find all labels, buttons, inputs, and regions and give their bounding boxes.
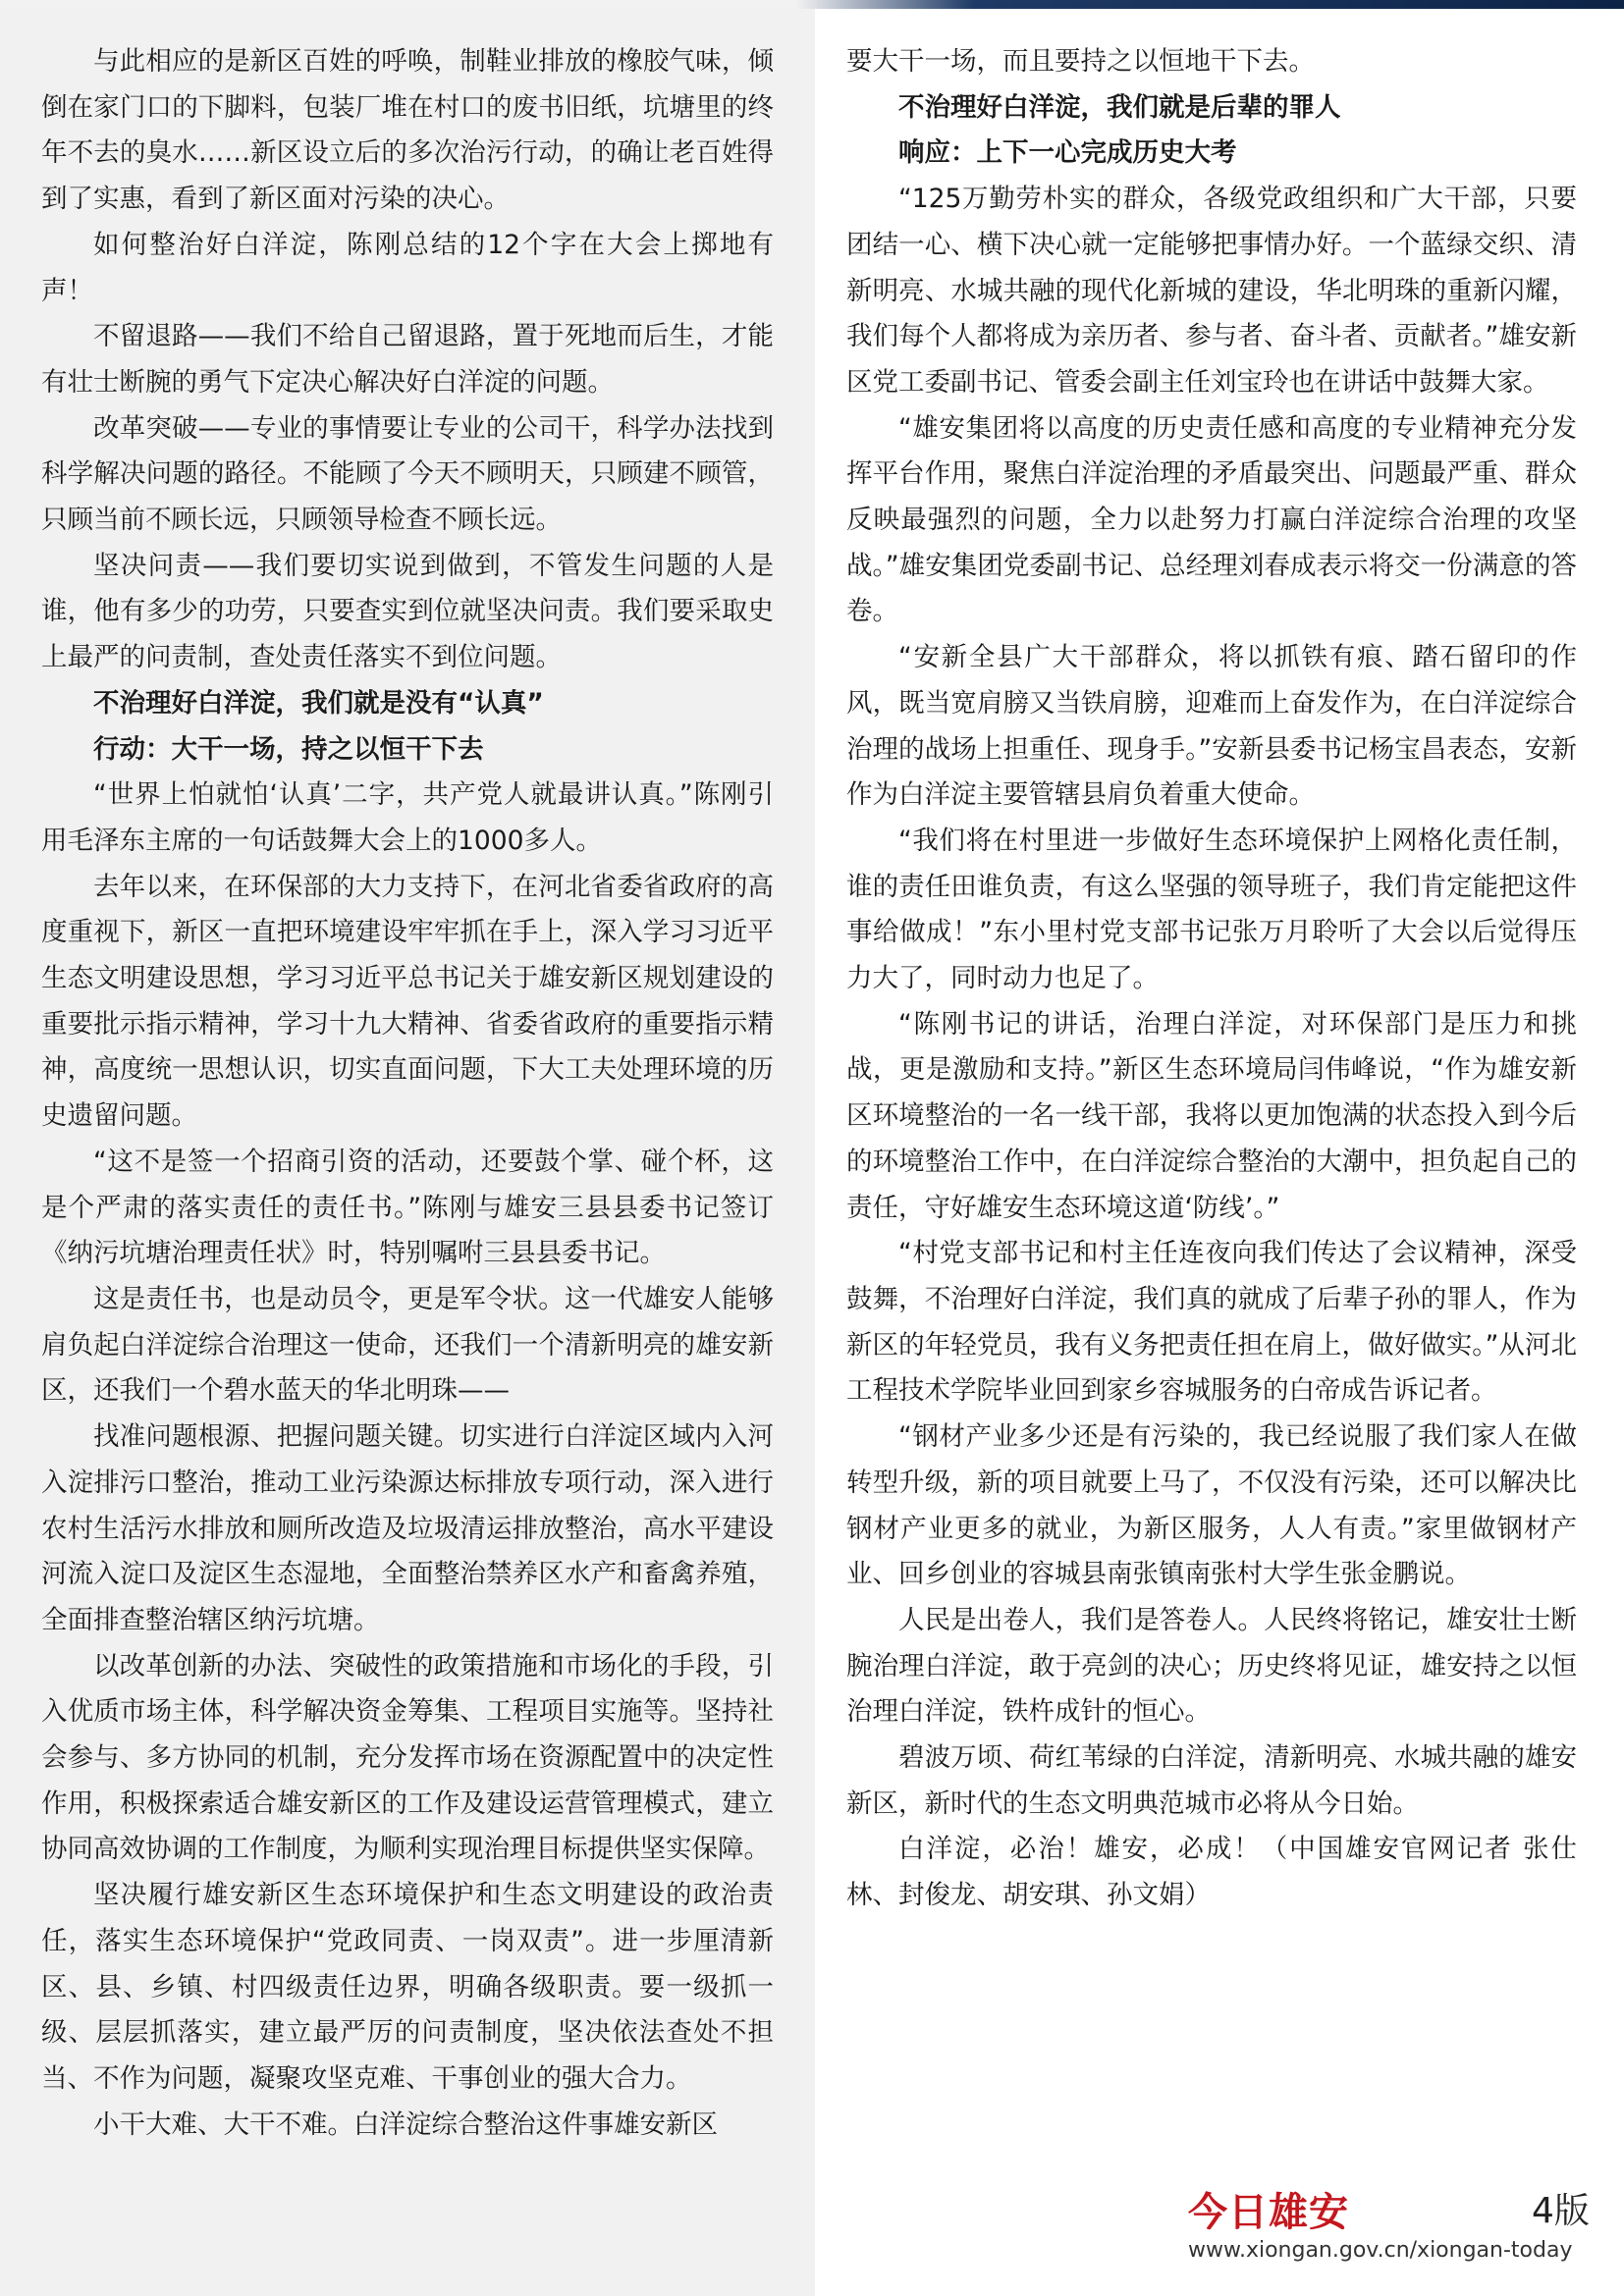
section-subheading: 行动：大干一场，持之以恒干下去 <box>93 733 484 765</box>
section-subheading: 不治理好白洋淀，我们就是没有“认真” <box>93 687 544 719</box>
article-paragraph: 与此相应的是新区百姓的呼唤，制鞋业排放的橡胶气味，倾倒在家门口的下脚料，包装厂堆在村口的废书旧纸，坑塘里的终年不去的臭水……新区设立后的多次治污行动，的确让老百姓得到了实惠，看到了新区面对污染的决心。 <box>41 46 774 215</box>
article-left-column <box>41 39 774 2148</box>
article-paragraph: “陈刚书记的讲话，治理白洋淀，对环保部门是压力和挑战，更是激励和支持。”新区生态环境局闫伟峰说，“作为雄安新区环境整治的一名一线干部，我将以更加饱满的状态投入到今后的环境整治工作中，在白洋淀综合整治的大潮中，担负起自己的责任，守好雄安生态环境这道‘防线’。” <box>846 1008 1577 1223</box>
top-accent-bar <box>0 0 1624 9</box>
article-paragraph: “我们将在村里进一步做好生态环境保护上网格化责任制，谁的责任田谁负责，有这么坚强的领导班子，我们肯定能把这件事给做成！”东小里村党支部书记张万月聆听了大会以后觉得压力大了，同时动力也足了。 <box>846 825 1577 994</box>
article-paragraph: “雄安集团将以高度的历史责任感和高度的专业精神充分发挥平台作用，聚焦白洋淀治理的矛盾最突出、问题最严重、群众反映最强烈的问题，全力以赴努力打赢白洋淀综合治理的攻坚战。”雄安集团党委副书记、总经理刘春成表示将交一份满意的答卷。 <box>846 412 1577 627</box>
article-paragraph: 以改革创新的办法、突破性的政策措施和市场化的手段，引入优质市场主体，科学解决资金筹集、工程项目实施等。坚持社会参与、多方协同的机制，充分发挥市场在资源配置中的决定性作用，积极探索适合雄安新区的工作及建设运营管理模式，建立协同高效协调的工作制度，为顺利实现治理目标提供坚实保障。 <box>41 1650 774 1865</box>
article-paragraph: 坚决问责——我们要切实说到做到，不管发生问题的人是谁，他有多少的功劳，只要查实到位就坚决问责。我们要采取史上最严的问责制，查处责任落实不到位问题。 <box>41 550 774 673</box>
article-paragraph: 改革突破——专业的事情要让专业的公司干，科学办法找到科学解决问题的路径。不能顾了今天不顾明天，只顾建不顾管，只顾当前不顾长远，只顾领导检查不顾长远。 <box>41 412 774 536</box>
article-paragraph: 找准问题根源、把握问题关键。切实进行白洋淀区域内入河入淀排污口整治，推动工业污染源达标排放专项行动，深入进行农村生活污水排放和厕所改造及垃圾清运排放整治，高水平建设河流入淀口及淀区生态湿地，全面整治禁养区水产和畜禽养殖，全面排查整治辖区纳污坑塘。 <box>41 1421 774 1635</box>
article-paragraph: 坚决履行雄安新区生态环境保护和生态文明建设的政治责任，落实生态环境保护“党政同责、一岗双责”。进一步厘清新区、县、乡镇、村四级责任边界，明确各级职责。要一级抓一级、层层抓落实，建立最严厉的问责制度，坚决依法查处不担当、不作为问题，凝聚攻坚克难、干事创业的强大合力。 <box>41 1880 774 2094</box>
newspaper-logo: 今日雄安 <box>1188 2189 1349 2235</box>
article-paragraph: 人民是出卷人，我们是答卷人。人民终将铭记，雄安壮士断腕治理白洋淀，敢于亮剑的决心；历史终将见证，雄安持之以恒治理白洋淀，铁杵成针的恒心。 <box>846 1604 1577 1728</box>
article-paragraph: “钢材产业多少还是有污染的，我已经说服了我们家人在做转型升级，新的项目就要上马了，不仅没有污染，还可以解决比钢材产业更多的就业，为新区服务，人人有责。”家里做钢材产业、回乡创业的容城县南张镇南张村大学生张金鹏说。 <box>846 1421 1577 1590</box>
section-subheading: 不治理好白洋淀，我们就是后辈的罪人 <box>898 91 1341 123</box>
article-paragraph: “125万勤劳朴实的群众，各级党政组织和广大干部，只要团结一心、横下决心就一定能够把事情办好。一个蓝绿交织、清新明亮、水城共融的现代化新城的建设，华北明珠的重新闪耀，我们每个人都将成为亲历者、参与者、奋斗者、贡献者。”雄安新区党工委副书记、管委会副主任刘宝玲也在讲话中鼓舞大家。 <box>846 184 1577 398</box>
article-paragraph: “村党支部书记和村主任连夜向我们传达了会议精神，深受鼓舞，不治理好白洋淀，我们真的就成了后辈子孙的罪人，作为新区的年轻党员，我有义务把责任担在肩上，做好做实。”从河北工程技术学院毕业回到家乡容城服务的白帝成告诉记者。 <box>846 1238 1577 1407</box>
footer-url: www.xiongan.gov.cn/xiongan-today <box>1188 2238 1573 2263</box>
article-paragraph: “安新全县广大干部群众，将以抓铁有痕、踏石留印的作风，既当宽肩膀又当铁肩膀，迎难而上奋发作为，在白洋淀综合治理的战场上担重任、现身手。”安新县委书记杨宝昌表态，安新作为白洋淀主要管辖县肩负着重大使命。 <box>846 642 1577 811</box>
page-number: 4版 <box>1532 2191 1590 2231</box>
article-paragraph: “世界上怕就怕‘认真’二字，共产党人就最讲认真。”陈刚引用毛泽东主席的一句话鼓舞大会上的1000多人。 <box>41 779 774 856</box>
section-subheading: 响应：上下一心完成历史大考 <box>898 137 1237 169</box>
article-paragraph: “这不是签一个招商引资的活动，还要鼓个掌、碰个杯，这是个严肃的落实责任的责任书。”陈刚与雄安三县县委书记签订《纳污坑塘治理责任状》时，特别嘱咐三县县委书记。 <box>41 1146 774 1269</box>
article-paragraph: 去年以来，在环保部的大力支持下，在河北省委省政府的高度重视下，新区一直把环境建设牢牢抓在手上，深入学习习近平生态文明建设思想，学习习近平总书记关于雄安新区规划建设的重要批示指示精神，学习十九大精神、省委省政府的重要指示精神，高度统一思想认识，切实直面问题，下大工夫处理环境的历史遗留问题。 <box>41 871 774 1132</box>
article-paragraph: 要大干一场，而且要持之以恒地干下去。 <box>846 46 1315 77</box>
article-right-column <box>846 39 1577 1919</box>
article-paragraph: 碧波万顷、荷红苇绿的白洋淀，清新明亮、水城共融的雄安新区，新时代的生态文明典范城市必将从今日始。 <box>846 1742 1577 1819</box>
article-paragraph: 白洋淀，必治！雄安，必成！（中国雄安官网记者 张仕林、封俊龙、胡安琪、孙文娟） <box>846 1834 1577 1911</box>
article-paragraph: 小干大难、大干不难。白洋淀综合整治这件事雄安新区 <box>93 2109 718 2140</box>
article-paragraph: 这是责任书，也是动员令，更是军令状。这一代雄安人能够肩负起白洋淀综合治理这一使命，还我们一个清新明亮的雄安新区，还我们一个碧水蓝天的华北明珠—— <box>41 1283 774 1407</box>
article-paragraph: 如何整治好白洋淀，陈刚总结的12个字在大会上掷地有声！ <box>41 229 774 306</box>
article-paragraph: 不留退路——我们不给自己留退路，置于死地而后生，才能有壮士断腕的勇气下定决心解决好白洋淀的问题。 <box>41 321 774 398</box>
